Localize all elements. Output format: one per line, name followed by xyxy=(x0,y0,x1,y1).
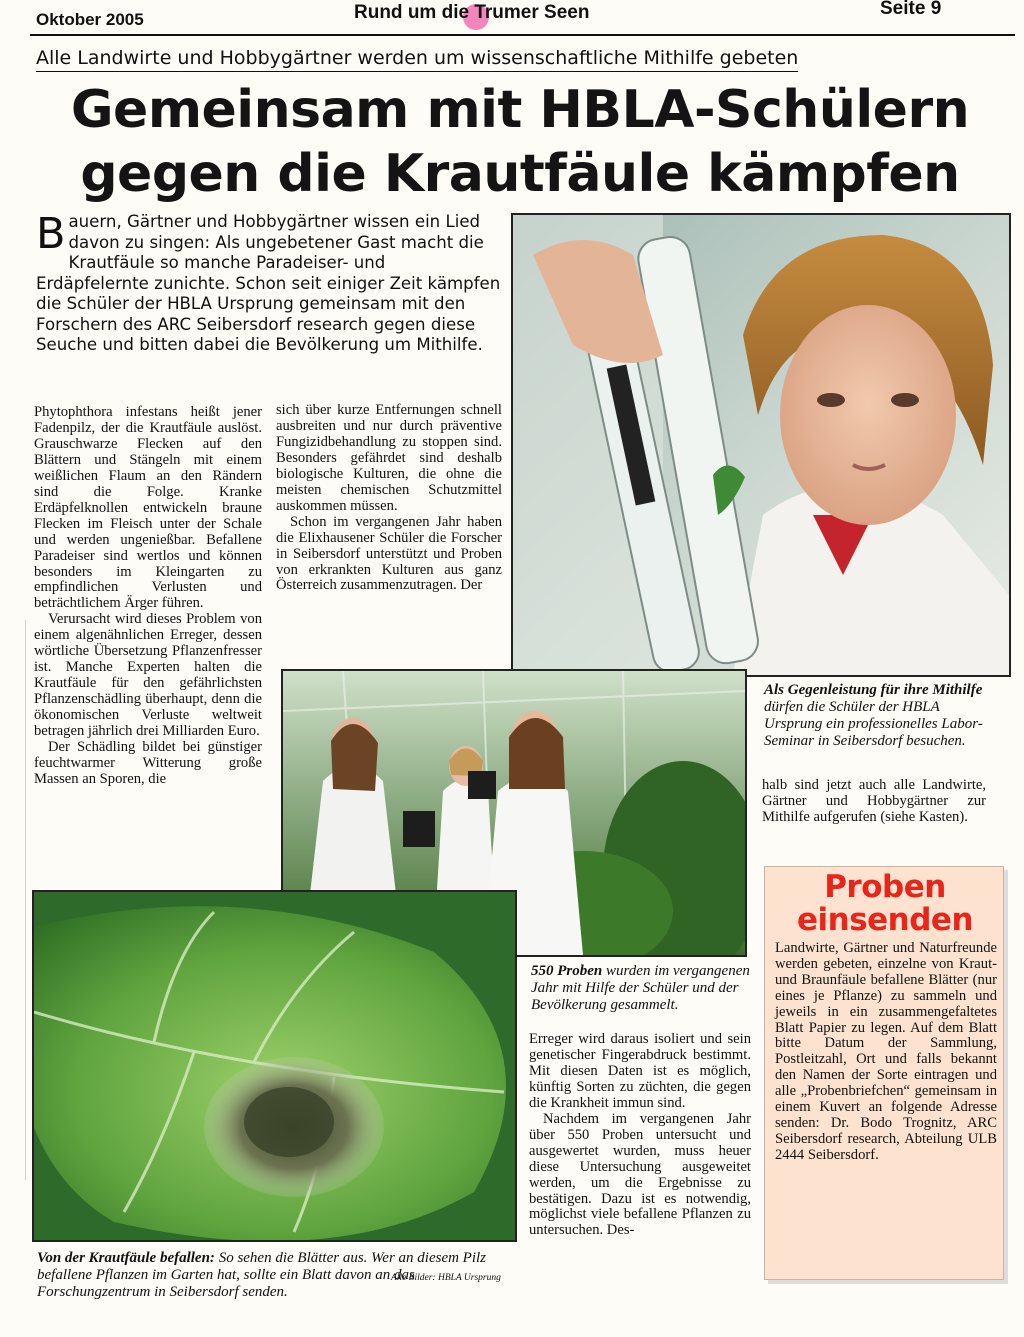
greenhouse-photo-caption xyxy=(531,963,753,1014)
body-paragraph: Schon im vergangenen Jahr haben die Elixhausener Schüler die Forscher in Seibersdorf unterstützt und Proben von erkrankten Kulturen aus ganz Österreich zusammenzutragen. Der xyxy=(276,513,502,594)
lab-student-photo xyxy=(511,213,1011,677)
info-box-text: Landwirte, Gärtner und Naturfreunde werden gebeten, einzelne von Kraut- und Braunfäule befallene Blätter (nur eines je Pflanze) zu sammeln und jeweils in ein zusammengefaltetes Blatt Papier zu legen. Auf dem Blatt bitte Datum der Sammlung, Postleitzahl, Ort und falls bekannt den Namen der Sorte eintragen und alle „Probenbriefchen“ gemeinsam in einem Kuvert an folgende Adresse senden: Dr. Bodo Trognitz, ARC Seibersdorf research, Abteilung ULB 2444 Seibersdorf. xyxy=(775,940,997,1163)
lab-photo-art xyxy=(513,215,1009,675)
body-column-1 xyxy=(34,405,262,788)
caption-text: So sehen die Blätter aus. Wer an diesem Pilz befallene Pflanzen im Garten hat, sollte ein Blatt davon an das Forschungzentrum in Seibersdorf senden. xyxy=(37,1250,487,1300)
infected-leaf-photo xyxy=(32,890,517,1242)
lead-paragraph xyxy=(36,209,502,356)
headline-line-2: gegen die Krautfäule kämpfen xyxy=(80,144,960,204)
headline xyxy=(50,78,990,206)
body-paragraph: Der Schädling bildet bei günstiger feuchtwarmer Witterung große Massen an Sporen, die xyxy=(34,739,262,787)
body-paragraph: Erreger wird daraus isoliert und sein genetischer Fingerabdruck bestimmt. Mit diesen Daten ist es möglich, künftig Sorten zu züchten, die gegen die Krankheit immun sind. xyxy=(529,1031,751,1111)
info-box-title-line-1: Proben xyxy=(824,869,946,905)
lab-photo-caption xyxy=(764,682,986,750)
caption-lead: Als Gegenleistung für ihre Mithilfe xyxy=(764,682,983,698)
body-column-2 xyxy=(276,403,502,594)
body-column-4 xyxy=(762,778,986,826)
body-paragraph: sich über kurze Entfernungen schnell ausbreiten und nur durch präventive Fungizidbehandlung zu stoppen sind. Besonders gefährdet sind deshalb biologische Kulturen, die ohne die meisten chemischen Schutzmittel auskommen müssen. xyxy=(276,402,502,514)
info-box-title xyxy=(765,871,1005,937)
issue-date: Oktober 2005 xyxy=(36,10,144,29)
leaf-photo-art xyxy=(34,892,515,1240)
body-paragraph: Verursacht wird dieses Problem von einem algenähnlichen Erreger, dessen wörtliche Übersetzung Pflanzenfresser ist. Manche Experten halten die Krautfäule für den gefährlichsten Pflanzenschädling überhaupt, denn die ökonomischen Verluste weltweit betragen jährlich drei Milliarden Euro. xyxy=(34,611,262,740)
page-fold-line xyxy=(25,620,26,1180)
body-paragraph: Nachdem im vergangenen Jahr über 550 Proben untersucht und ausgewertet wurden, muss heuer diese Untersuchung ausgeweitet werden, um die Ergebnisse zu bestätigen. Dazu ist es notwendig, möglichst viele befallene Pflanzen zu untersuchen. Des- xyxy=(529,1110,751,1239)
page-number: Seite 9 xyxy=(880,0,942,19)
caption-lead: 550 Proben xyxy=(531,963,603,979)
caption-text: dürfen die Schüler der HBLA Ursprung ein professionelles Labor-Seminar in Seibersdorf besuchen. xyxy=(764,699,983,749)
body-paragraph: Phytophthora infestans heißt jener Fadenpilz, der die Krautfäule auslöst. Grauschwarze Flecken auf den Blättern und Stängeln mit einem weißlichen Flaum an den Rändern sind die Folge. Kranke Erdäpfelknollen entwickeln braune Flecken im Fleisch unter der Schale und werden ungenießbar. Befallene Paradeiser sind wertlos und können besonders im Kleingarten zu empfindlichen Verlusten und beträchtlichem Ärger führen. xyxy=(34,404,262,612)
photo-credit: Alle Bilder: HBLA Ursprung xyxy=(391,1273,501,1283)
headline-line-1: Gemeinsam mit HBLA-Schülern xyxy=(70,80,970,140)
kicker: Alle Landwirte und Hobbygärtner werden um wissenschaftliche Mithilfe gebeten xyxy=(36,47,798,72)
lead-text: auern, Gärtner und Hobbygärtner wissen ein Lied davon zu singen: Als ungebetener Gast macht die Krautfäule so manche Paradeiser- und Erdäpfelernte zunichte. Schon seit einiger Zeit kämpfen die Schüler der HBLA Ursprung gemeinsam mit den Forschern des ARC Seibersdorf research gegen diese Seuche und bitten dabei die Bevölkerung um Mithilfe. xyxy=(36,212,501,354)
section-title: Rund um die Trumer Seen xyxy=(354,2,590,23)
caption-lead: Von der Krautfäule befallen: xyxy=(37,1250,215,1266)
body-column-3 xyxy=(529,1032,751,1239)
info-box xyxy=(764,866,1004,1280)
drop-cap: B xyxy=(36,209,66,259)
header-rule xyxy=(30,34,1015,36)
caption-text: wurden im vergangenen Jahr mit Hilfe der Schüler und der Bevölkerung gesammelt. xyxy=(531,963,750,1013)
info-box-title-line-2: einsenden xyxy=(796,902,974,938)
body-paragraph: halb sind jetzt auch alle Landwirte, Gärtner und Hobbygärtner zur Mithilfe aufgerufen (siehe Kasten). xyxy=(762,777,986,825)
